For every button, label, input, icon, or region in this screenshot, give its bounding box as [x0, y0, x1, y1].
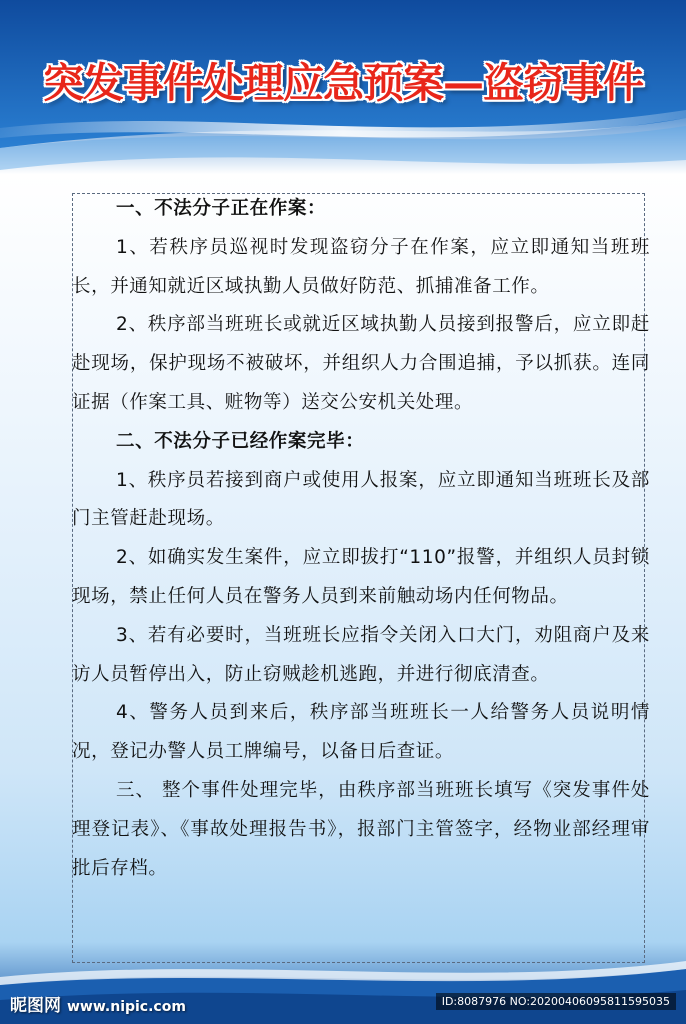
poster-title: 突发事件处理应急预案—盗窃事件 [43, 59, 643, 107]
watermark-id: ID:8087976 NO:20200406095811595035 [436, 993, 676, 1010]
watermark-site: www.nipic.com [67, 999, 186, 1015]
content-body [72, 190, 650, 888]
paragraph: 4、警务人员到来后，秩序部当班班长一人给警务人员说明情况，登记办警人员工牌编号，以备日后查证。 [72, 702, 650, 763]
paragraph: 2、秩序部当班班长或就近区域执勤人员接到报警后，应立即赶赴现场，保护现场不被破坏，并组织人力合围追捕，予以抓获。连同证据（作案工具、赃物等）送交公安机关处理。 [72, 314, 650, 413]
section-heading: 一、不法分子正在作案： [116, 198, 327, 219]
paragraph: 1、秩序员若接到商户或使用人报案，应立即通知当班班长及部门主管赶赴现场。 [72, 469, 650, 530]
paragraph: 三、 整个事件处理完毕，由秩序部当班班长填写《突发事件处理登记表》、《事故处理报告书》，报部门主管签字，经物业部经理审批后存档。 [72, 779, 650, 879]
paragraph: 1、若秩序员巡视时发现盗窃分子在作案，应立即通知当班班长，并通知就近区域执勤人员做好防范、抓捕准备工作。 [72, 236, 650, 297]
paragraph: 3、若有必要时，当班班长应指令关闭入口大门，劝阻商户及来访人员暂停出入，防止窃贼趁机逃跑，并进行彻底清查。 [72, 624, 650, 685]
watermark-logo [10, 991, 186, 1016]
watermark-logo-text: 昵图网 [10, 996, 61, 1016]
section-heading: 二、不法分子已经作案完毕： [116, 430, 365, 452]
paragraph: 2、如确实发生案件，应立即拔打“110”报警，并组织人员封锁现场，禁止任何人员在警务人员到来前触动场内任何物品。 [72, 547, 650, 607]
